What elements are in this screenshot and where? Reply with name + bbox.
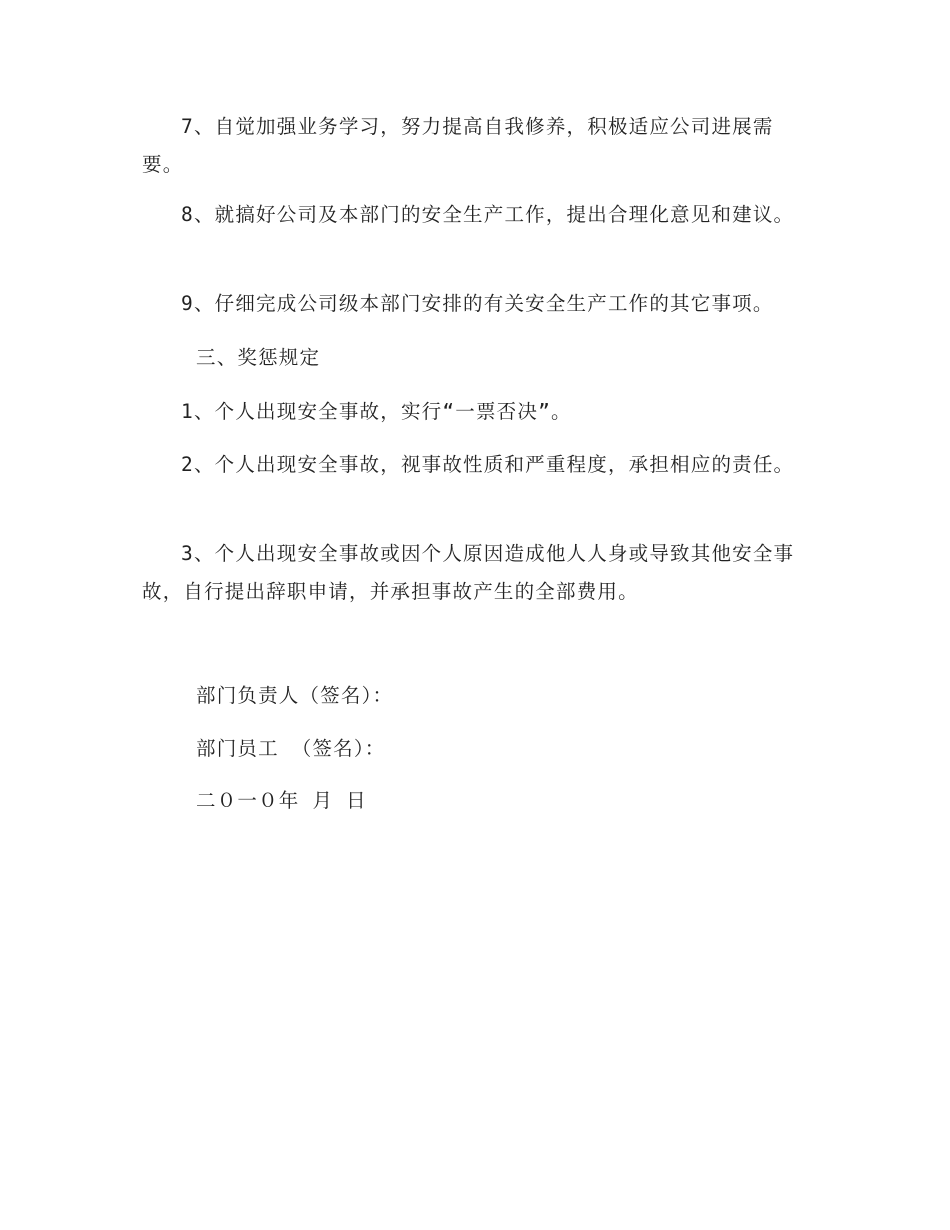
signature-dept-head: 部门负责人（签名）： [196, 684, 394, 707]
duty-item-8: 8、就搞好公司及本部门的安全生产工作，提出合理化意见和建议。 [181, 203, 795, 226]
rule-item-3: 3、个人出现安全事故或因个人原因造成他人人身或导致其他安全事故，自行提出辞职申请，并承担事故产生的全部费用。 [142, 542, 795, 603]
section-title-rewards-penalties: 三、奖惩规定 [196, 346, 321, 369]
rule-item-1: 1、个人出现安全事故，实行“一票否决”。 [181, 400, 572, 423]
rule-item-2: 2、个人出现安全事故，视事故性质和严重程度，承担相应的责任。 [181, 453, 795, 476]
signature-staff: 部门员工 （签名）： [196, 737, 386, 760]
duty-item-9: 9、仔细完成公司级本部门安排的有关安全生产工作的其它事项。 [181, 292, 774, 315]
duty-item-7: 7、自觉加强业务学习，努力提高自我修养，积极适应公司进展需要。 [142, 115, 774, 176]
signature-date: 二０一０年 月 日 [196, 789, 367, 812]
